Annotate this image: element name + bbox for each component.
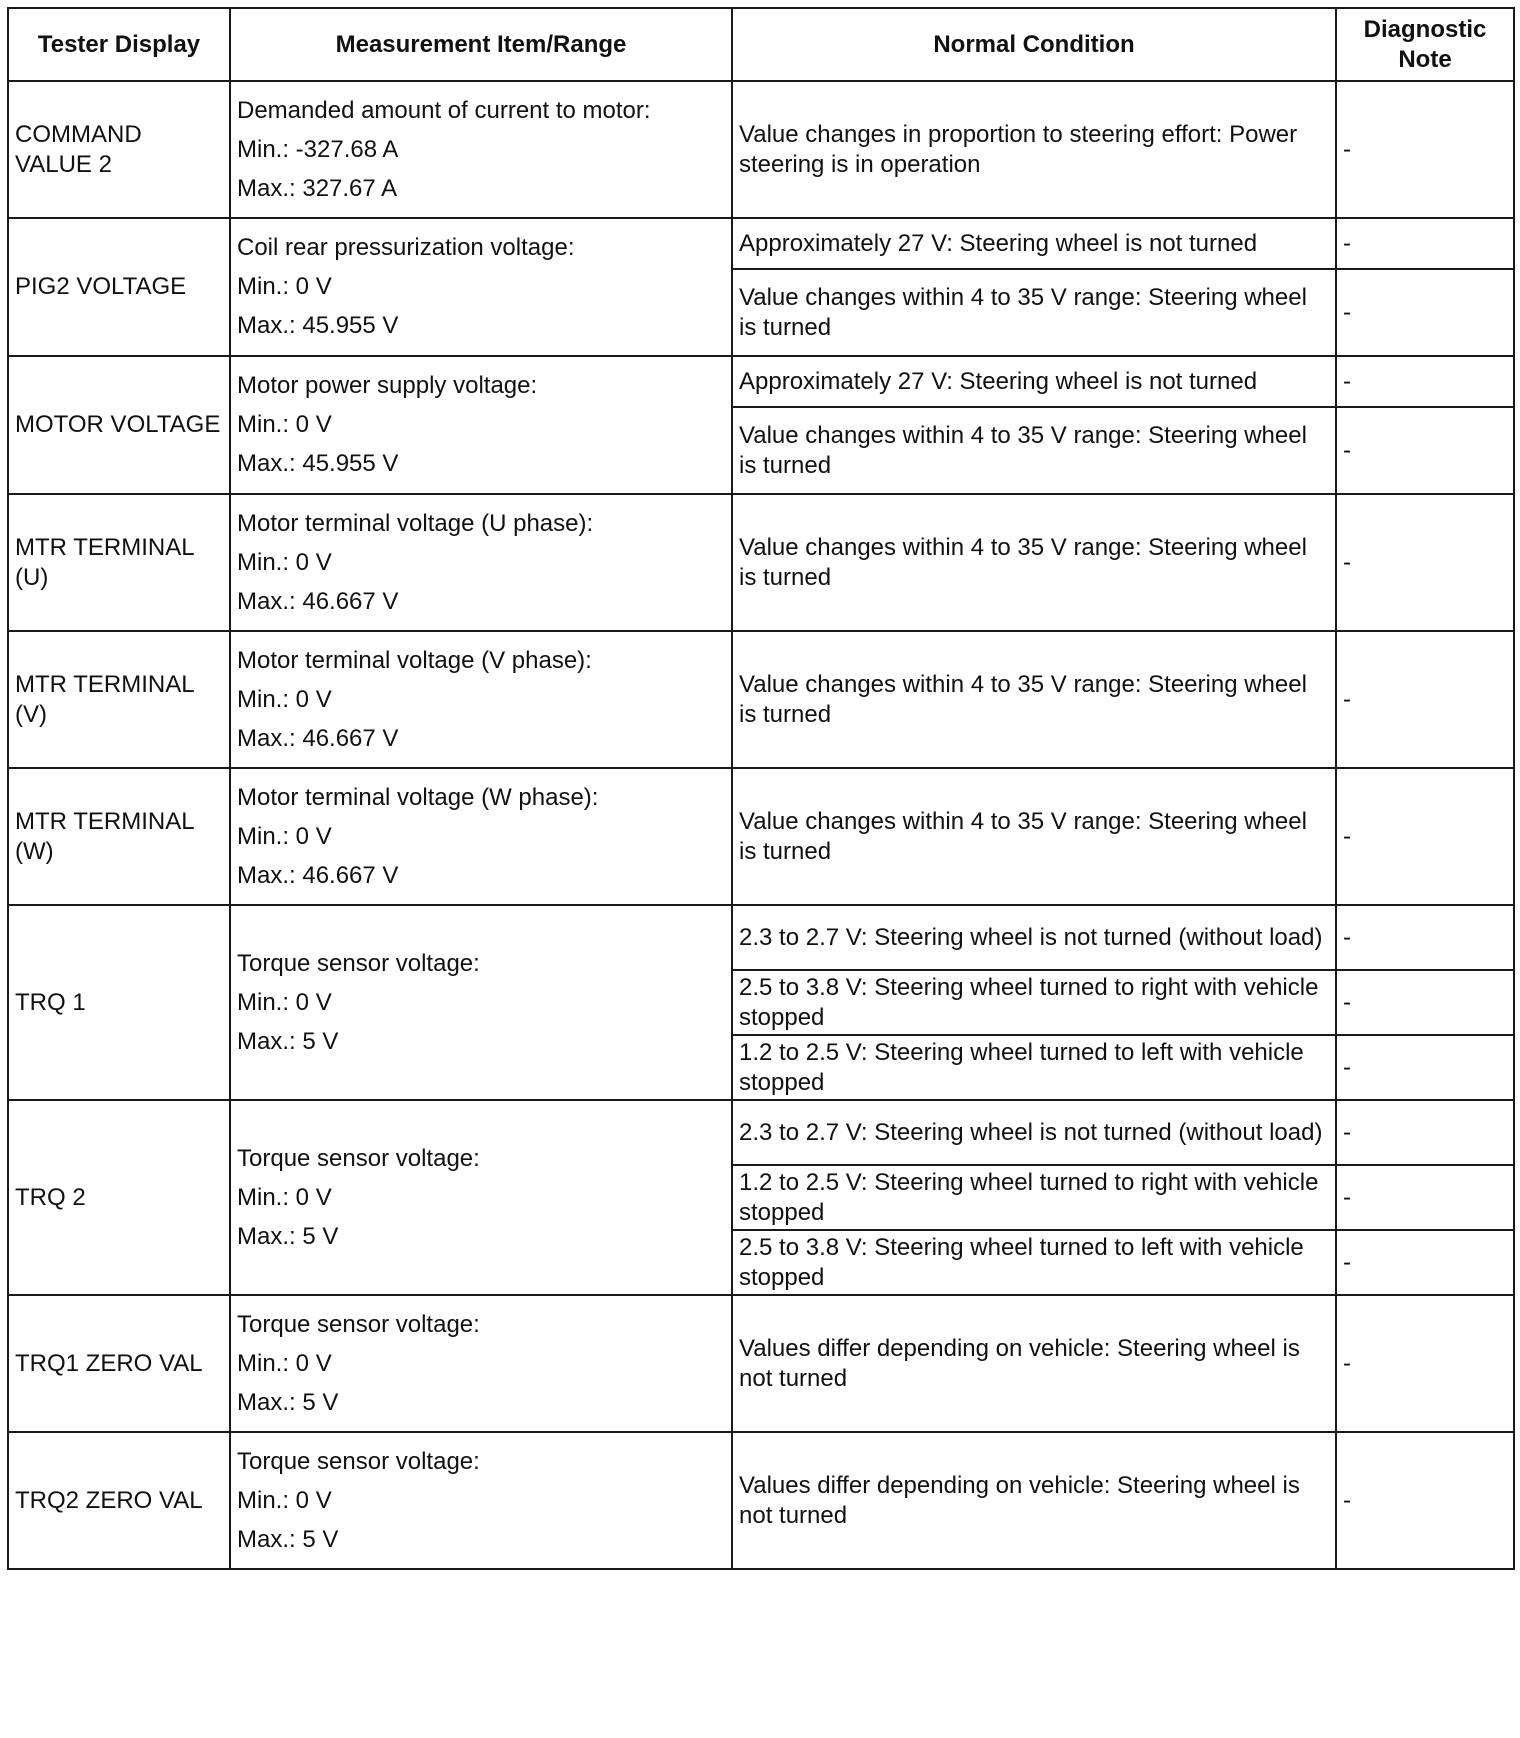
measurement-cell xyxy=(230,494,732,631)
measurement-max: Max.: 45.955 V xyxy=(237,312,399,339)
diagnostic-note-cell: - xyxy=(1336,1295,1514,1432)
measurement-item: Coil rear pressurization voltage: xyxy=(237,234,575,261)
measurement-cell xyxy=(230,768,732,905)
tester-display-cell: COMMAND VALUE 2 xyxy=(8,81,230,218)
measurement-max: Max.: 5 V xyxy=(237,1388,339,1416)
normal-condition-cell: Value changes within 4 to 35 V range: Steering wheel is turned xyxy=(732,494,1336,631)
diagnostic-note-cell: - xyxy=(1336,269,1514,356)
measurement-max: Max.: 46.667 V xyxy=(237,587,399,615)
tester-display-cell: PIG2 VOLTAGE xyxy=(8,218,230,356)
table-row xyxy=(8,905,1514,970)
tester-display-cell: TRQ 1 xyxy=(8,905,230,1100)
diagnostic-note-cell: - xyxy=(1336,1035,1514,1100)
data-list-table xyxy=(7,7,1515,1570)
measurement-item: Motor terminal voltage (V phase): xyxy=(237,646,592,674)
diagnostic-note-cell: - xyxy=(1336,81,1514,218)
normal-condition-cell: Value changes within 4 to 35 V range: Steering wheel is turned xyxy=(732,407,1336,494)
tester-display-cell: TRQ1 ZERO VAL xyxy=(8,1295,230,1432)
diagnostic-note-cell: - xyxy=(1336,631,1514,768)
measurement-cell xyxy=(230,631,732,768)
measurement-min: Min.: 0 V xyxy=(237,273,332,300)
measurement-item: Motor terminal voltage (W phase): xyxy=(237,783,599,811)
header-row xyxy=(8,8,1514,81)
diagnostic-note-cell: - xyxy=(1336,218,1514,269)
diagnostic-note-cell: - xyxy=(1336,1100,1514,1165)
table-body xyxy=(8,81,1514,1569)
tester-display-cell: MTR TERMINAL (V) xyxy=(8,631,230,768)
measurement-min: Min.: 0 V xyxy=(237,411,332,438)
measurement-min: Min.: 0 V xyxy=(237,988,332,1016)
header-measurement: Measurement Item/Range xyxy=(230,8,732,81)
measurement-item: Motor terminal voltage (U phase): xyxy=(237,509,594,537)
table-row xyxy=(8,218,1514,269)
normal-condition-cell: Values differ depending on vehicle: Steering wheel is not turned xyxy=(732,1432,1336,1569)
normal-condition-cell: 2.3 to 2.7 V: Steering wheel is not turned (without load) xyxy=(732,905,1336,970)
tester-display-cell: MTR TERMINAL (U) xyxy=(8,494,230,631)
tester-display-cell: TRQ2 ZERO VAL xyxy=(8,1432,230,1569)
measurement-item: Motor power supply voltage: xyxy=(237,372,538,399)
measurement-min: Min.: 0 V xyxy=(237,548,332,576)
measurement-max: Max.: 5 V xyxy=(237,1525,339,1553)
diagnostic-note-cell: - xyxy=(1336,905,1514,970)
measurement-item: Torque sensor voltage: xyxy=(237,949,480,977)
table-row xyxy=(8,81,1514,218)
table-row xyxy=(8,1100,1514,1165)
measurement-max: Max.: 46.667 V xyxy=(237,724,399,752)
normal-condition-cell: Value changes within 4 to 35 V range: Steering wheel is turned xyxy=(732,269,1336,356)
data-list-sheet xyxy=(7,7,1513,1731)
normal-condition-cell: Values differ depending on vehicle: Steering wheel is not turned xyxy=(732,1295,1336,1432)
normal-condition-cell: 2.5 to 3.8 V: Steering wheel turned to left with vehicle stopped xyxy=(732,1230,1336,1295)
measurement-min: Min.: 0 V xyxy=(237,822,332,850)
measurement-cell xyxy=(230,1432,732,1569)
normal-condition-cell: Value changes within 4 to 35 V range: Steering wheel is turned xyxy=(732,631,1336,768)
normal-condition-cell: Approximately 27 V: Steering wheel is not turned xyxy=(732,356,1336,407)
normal-condition-cell: Approximately 27 V: Steering wheel is not turned xyxy=(732,218,1336,269)
diagnostic-note-cell: - xyxy=(1336,1230,1514,1295)
measurement-min: Min.: 0 V xyxy=(237,1486,332,1514)
measurement-item: Torque sensor voltage: xyxy=(237,1447,480,1475)
header-tester-display: Tester Display xyxy=(8,8,230,81)
measurement-cell xyxy=(230,218,732,356)
normal-condition-cell: 2.3 to 2.7 V: Steering wheel is not turned (without load) xyxy=(732,1100,1336,1165)
normal-condition-cell: 2.5 to 3.8 V: Steering wheel turned to right with vehicle stopped xyxy=(732,970,1336,1035)
normal-condition-cell: 1.2 to 2.5 V: Steering wheel turned to right with vehicle stopped xyxy=(732,1165,1336,1230)
measurement-item: Demanded amount of current to motor: xyxy=(237,96,651,124)
measurement-max: Max.: 46.667 V xyxy=(237,861,399,889)
table-row xyxy=(8,494,1514,631)
tester-display-cell: MTR TERMINAL (W) xyxy=(8,768,230,905)
diagnostic-note-cell: - xyxy=(1336,1165,1514,1230)
measurement-min: Min.: 0 V xyxy=(237,685,332,713)
measurement-cell xyxy=(230,1100,732,1295)
measurement-max: Max.: 5 V xyxy=(237,1027,339,1055)
normal-condition-cell: Value changes within 4 to 35 V range: Steering wheel is turned xyxy=(732,768,1336,905)
diagnostic-note-cell: - xyxy=(1336,407,1514,494)
measurement-cell xyxy=(230,81,732,218)
measurement-min: Min.: -327.68 A xyxy=(237,135,399,163)
measurement-max: Max.: 5 V xyxy=(237,1222,339,1250)
normal-condition-cell: Value changes in proportion to steering effort: Power steering is in operation xyxy=(732,81,1336,218)
diagnostic-note-cell: - xyxy=(1336,970,1514,1035)
table-row xyxy=(8,1295,1514,1432)
diagnostic-note-cell: - xyxy=(1336,356,1514,407)
table-row xyxy=(8,356,1514,407)
measurement-min: Min.: 0 V xyxy=(237,1183,332,1211)
tester-display-cell: TRQ 2 xyxy=(8,1100,230,1295)
measurement-cell xyxy=(230,1295,732,1432)
table-row xyxy=(8,631,1514,768)
normal-condition-cell: 1.2 to 2.5 V: Steering wheel turned to left with vehicle stopped xyxy=(732,1035,1336,1100)
header-normal-condition: Normal Condition xyxy=(732,8,1336,81)
measurement-min: Min.: 0 V xyxy=(237,1349,332,1377)
measurement-max: Max.: 45.955 V xyxy=(237,450,399,477)
header-diagnostic-note: Diagnostic Note xyxy=(1336,8,1514,81)
table-row xyxy=(8,1432,1514,1569)
tester-display-cell: MOTOR VOLTAGE xyxy=(8,356,230,494)
diagnostic-note-cell: - xyxy=(1336,1432,1514,1569)
measurement-cell xyxy=(230,356,732,494)
measurement-item: Torque sensor voltage: xyxy=(237,1144,480,1172)
measurement-cell xyxy=(230,905,732,1100)
table-row xyxy=(8,768,1514,905)
measurement-item: Torque sensor voltage: xyxy=(237,1310,480,1338)
diagnostic-note-cell: - xyxy=(1336,494,1514,631)
diagnostic-note-cell: - xyxy=(1336,768,1514,905)
measurement-max: Max.: 327.67 A xyxy=(237,174,398,202)
